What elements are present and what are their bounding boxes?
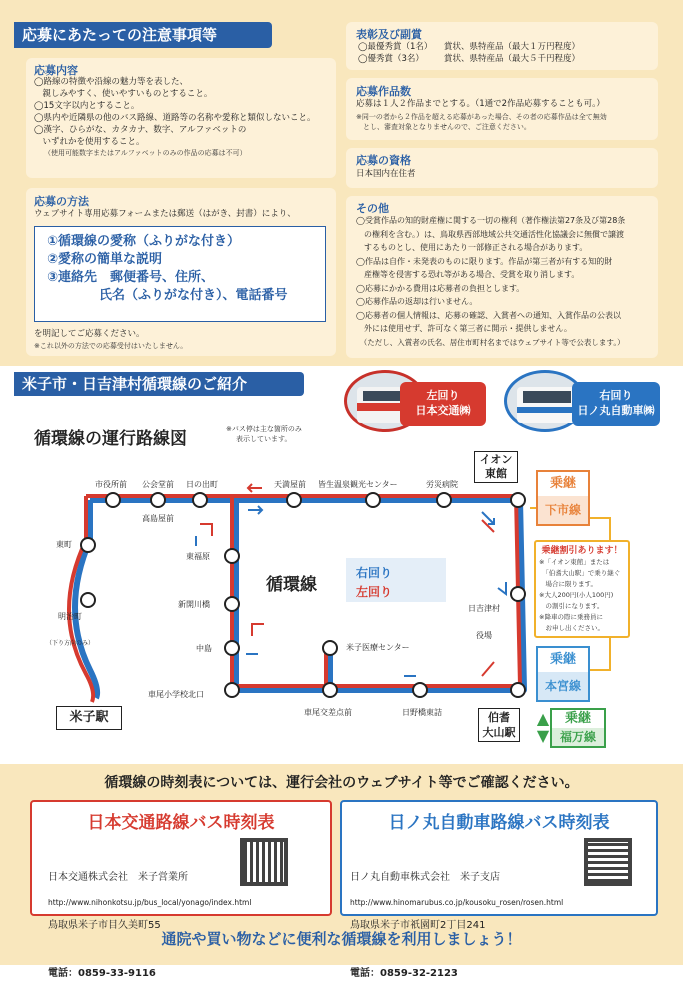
discount-box [534,540,630,638]
entries-heading: 応募作品数 [356,85,411,98]
timetable-left-address: 鳥取県米子市目久美町55 [48,920,161,931]
other-line: ◯作品は自作・未発表のものに限ります。作品が第三者が有する知的財 [356,256,613,266]
stop-marker [510,492,526,508]
bus-right-label: 右回り [599,389,633,402]
timetable-left-url[interactable]: http://www.nihonkotsu.jp/bus_local/yonago/index.html [48,898,252,907]
stop-hokidaisen [478,708,520,742]
transfer-hongu [536,646,590,702]
stop-kokaido: 公会堂前 [142,480,174,489]
stop-aeon-line1: イオン [479,453,513,466]
stop-hokidaisen-line1: 伯耆 [488,711,510,724]
bus-left-tag [400,382,486,426]
other-line: 産権等を侵害する恐れ等がある場合、受賞を取り消します。 [356,270,580,279]
stop-meijicho [46,594,94,657]
bus-right-operator: 日ノ丸自動車㈱ [577,404,655,417]
stop-marker [510,682,526,698]
stop-tomachi: 東町 [56,540,72,549]
discount-title: 乗継割引あります！ [541,546,623,556]
qr-code-icon[interactable] [584,838,632,886]
stop-marker [192,492,208,508]
map-note: ※バス停は主な箇所のみ [226,425,302,433]
other-line: ◯受賞作品の知的財産権に関する一切の権利（著作権法第27条及び第28条 [356,216,626,225]
footer-message: 通院や買い物などに便利な循環線を利用しましょう！ [161,930,522,948]
qr-code-icon[interactable] [240,838,288,886]
timetable-right-url[interactable]: http://www.hinomarubus.co.jp/kousoku_rosen/rosen.html [350,898,564,907]
stop-aeon [474,451,518,483]
method-intro: ウェブサイト専用応募フォームまたは郵送（はがき、封書）により、 [34,209,296,219]
discount-line: ※「イオン東館」または [539,558,610,566]
transfer-tag: 乗継 [564,711,591,726]
timetable-right-company: 日ノ丸自動車株式会社 米子支店 [350,872,500,883]
stop-marker [365,492,381,508]
other-line: ◯応募者の個人情報は、応募の確認、入賞者への通知、入賞作品の公表以 [356,310,621,320]
stop-marker [224,640,240,656]
transfer-name: 本宮線 [538,672,588,700]
stop-yonago-station: 米子駅 [56,706,122,730]
stop-tenmanya: 天満屋前 [274,480,306,489]
content-line: ◯漢字、ひらがな、カタカナ、数字、アルファベットの [34,125,247,135]
stop-takashimaya: 高島屋前 [142,514,174,523]
stop-marker [412,682,428,698]
legend-right: 右回り [356,566,393,580]
other-line: ◯応募にかかる費用は応募者の負担とします。 [356,283,525,293]
route-blue [75,500,524,698]
award-rows [358,41,580,65]
entries-note: とし、審査対象となりませんので、ご注意ください。 [356,123,531,131]
award-row [358,41,580,53]
legend-left: 左回り [356,585,393,599]
method-outro-note: ※これ以外の方法での応募受付はいたしません。 [34,342,188,350]
timetable-right-info [350,838,500,998]
award-prize: 賞状、県特産品（最大５千円程度） [444,54,581,64]
stop-meijicho-sub: （下り方向のみ） [46,640,95,647]
transfer-name: 福万線 [552,728,604,746]
content-lines [34,76,316,158]
discount-line: の割引になります。 [539,602,604,610]
discount-line: 場合に限ります。 [539,580,597,588]
content-note: （使用可能数字またはアルファベットのみの作品の応募は不可） [44,149,247,157]
stop-hinode: 日の出町 [186,480,218,489]
stop-marker [286,492,302,508]
stop-marker [322,640,338,656]
timetable-right-title: 日ノ丸自動車路線バス時刻表 [388,813,610,833]
eligibility-text: 日本国内在住者 [356,169,416,179]
stop-marker [105,492,121,508]
method-step: ②愛称の簡単な説明 [47,252,163,267]
other-line: の権利を含む。）は、鳥取県西部地域公共交通活性化協議会に無償で譲渡 [356,229,624,239]
award-row [358,53,580,65]
map-title: 循環線の運行路線図 [34,429,187,449]
timetable-left-title: 日本交通路線バス時刻表 [87,813,275,833]
stop-marker [322,682,338,698]
content-line: 親しみやすく、使いやすいものとすること。 [34,89,213,99]
stop-rosai: 労災病院 [426,480,458,489]
stop-hinoyabashi: 日野橋東詰 [402,708,442,717]
stop-aeon-line2: 東館 [485,467,507,480]
content-line: ◯県内や近隣県の他のバス路線、道路等の名称や愛称と類似しないこと。 [34,113,316,123]
transfer-tag: 乗継 [549,652,576,667]
stop-yakusho: 市役所前 [95,480,127,489]
content-line: ◯15文字以内とすること。 [34,101,140,111]
stop-marker [224,682,240,698]
content-line: いずれかを使用すること。 [34,137,145,147]
method-outro: を明記してご応募ください。 [34,329,145,339]
timetable-left-info [48,838,188,998]
stop-marker [80,537,96,553]
discount-line: ※大人200円(小人100円) [539,591,614,599]
content-line: ◯路線の特徴や沿線の魅力等を表した、 [34,77,189,87]
timetable-left-tel: 電話：0859-33-9116 [48,968,156,979]
transfer-name: 下市線 [538,496,588,524]
stop-higashifukuhara: 東福原 [186,552,210,561]
eligibility-heading: 応募の資格 [356,154,411,167]
stop-iryo: 米子医療センター [346,643,410,652]
stop-marker [224,548,240,564]
stop-kaikeonsen: 皆生温泉観光センター [318,480,398,489]
stop-marker [510,586,526,602]
stop-kurumaokoten: 車尾交差点前 [304,708,352,717]
stop-shinkaisen: 新開川橋 [178,600,210,609]
discount-line: お申し出ください。 [539,624,604,632]
award-prize: 賞状、県特産品（最大１万円程度） [444,42,581,52]
notes-header: 応募にあたっての注意事項等 [14,22,272,48]
stop-nakashima: 中島 [196,644,212,653]
other-line: 外には使用せず、許可なく第三者に開示・提供しません。 [356,324,572,333]
stop-hokidaisen-line2: 大山駅 [482,726,516,739]
transfer-tag: 乗継 [538,472,588,496]
stop-hiezu-line1: 日吉津村 [468,604,500,613]
stop-hiezu [468,586,500,649]
method-steps [34,226,326,322]
route-red [69,496,520,702]
bus-left-label: 左回り [426,389,460,402]
bus-right-tag [572,382,660,426]
stop-meijicho-name: 明治町 [58,612,82,621]
award-name: ◯最優秀賞（1名） [358,42,433,52]
stop-marker [224,596,240,612]
discount-line: ※降車の際に乗務員に [539,613,603,621]
discount-line: 「伯耆大山駅」で乗り継ぐ [539,569,621,577]
timetable-notice: 循環線の時刻表については、運行会社のウェブサイト等でご確認ください。 [104,775,579,791]
method-step: ①循環線の愛称（ふりがな付き） [47,234,241,249]
entries-text: 応募は１人２作品までとする。（1通で2作品応募することも可。） [356,99,605,109]
other-line: するものとし、使用にあたり一部修正される場合があります。 [356,243,588,252]
transfer-arrow-icon: ▲ ▼ [536,709,550,745]
entries-note: ※同一の者から２作品を超える応募があった場合、その者の応募作品は全て無効 [356,113,607,121]
award-heading: 表彰及び副賞 [356,28,422,41]
stop-kurumaosho: 車尾小学校北口 [148,690,204,699]
method-step: 氏名（ふりがな付き）、電話番号 [47,288,288,303]
transfer-shimoichi [536,470,590,526]
method-step: ③連絡先 郵便番号、住所、 [47,270,215,285]
transfer-fukuman [550,708,606,748]
timetable-right-address: 鳥取県米子市祇園町2丁目241 [350,920,486,931]
stop-hiezu-line2: 役場 [476,631,492,640]
other-line: ◯応募作品の返却は行いません。 [356,297,478,306]
other-line: （ただし、入賞者の氏名、居住市町村名まではウェブサイト等で公表します。） [356,337,625,347]
content-heading: 応募内容 [34,64,78,77]
other-lines [356,214,625,349]
stop-marker [436,492,452,508]
timetable-left-company: 日本交通株式会社 米子営業所 [48,872,188,883]
map-note: 表示しています。 [236,435,292,443]
stop-marker [150,492,166,508]
bus-left-operator: 日本交通㈱ [415,404,471,417]
intro-header: 米子市・日吉津村循環線のご紹介 [14,372,304,396]
award-name: ◯優秀賞（3名） [358,54,424,64]
timetable-right-tel: 電話：0859-32-2123 [350,968,458,979]
center-label: 循環線 [266,575,317,595]
other-heading: その他 [356,202,389,215]
method-heading: 応募の方法 [34,195,89,208]
